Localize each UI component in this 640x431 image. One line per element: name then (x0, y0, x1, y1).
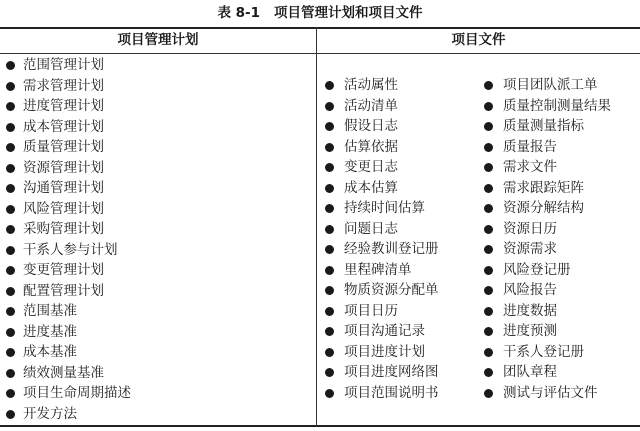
list-item (480, 362, 611, 383)
list-item-text: 进度预测 (503, 323, 557, 339)
table-title: 项目管理计划和项目文件 (274, 5, 423, 21)
list-item-text: 需求文件 (503, 159, 557, 175)
document-list-col1 (321, 75, 439, 403)
list-item (480, 116, 611, 137)
list-item-text: 经验教训登记册 (344, 241, 439, 257)
list-item (480, 342, 611, 363)
list-item (2, 199, 131, 220)
bullet-icon (484, 245, 493, 254)
list-item-text: 项目沟通记录 (344, 323, 425, 339)
bullet-icon (6, 328, 15, 337)
list-item (480, 157, 611, 178)
list-item-text: 资源管理计划 (23, 159, 104, 176)
list-item (321, 342, 439, 363)
list-item (321, 198, 439, 219)
header-project-documents: 项目文件 (451, 32, 506, 48)
list-item (321, 280, 439, 301)
list-item (2, 158, 131, 179)
bullet-icon (484, 143, 493, 152)
list-item-text: 成本管理计划 (23, 118, 104, 135)
bullet-icon (325, 184, 334, 193)
list-item-text: 成本估算 (344, 179, 398, 196)
bullet-icon (325, 286, 334, 295)
list-item-text: 项目团队派工单 (503, 77, 598, 93)
bullet-icon (6, 225, 15, 234)
list-item (321, 96, 439, 117)
list-item (2, 240, 131, 261)
list-item-text: 进度数据 (503, 302, 557, 319)
list-item-text: 质量报告 (503, 138, 557, 155)
list-item (321, 260, 439, 281)
list-item (480, 239, 611, 260)
bullet-icon (484, 81, 493, 90)
bullet-icon (325, 266, 334, 275)
list-item (321, 137, 439, 158)
bullet-icon (325, 122, 334, 131)
list-item (321, 362, 439, 383)
list-item (2, 55, 131, 76)
bullet-icon (325, 307, 334, 316)
list-item-text: 风险管理计划 (23, 200, 104, 217)
bullet-icon (325, 327, 334, 336)
list-item-text: 变更日志 (344, 159, 398, 175)
list-item (2, 404, 131, 425)
list-item (480, 198, 611, 219)
list-item-text: 风险登记册 (503, 261, 571, 278)
list-item-text: 质量管理计划 (23, 139, 104, 155)
list-item (480, 260, 611, 281)
list-item (480, 383, 611, 404)
list-item (2, 363, 131, 384)
bullet-icon (484, 307, 493, 316)
bullet-icon (325, 368, 334, 377)
bullet-icon (325, 163, 334, 172)
bullet-icon (484, 102, 493, 111)
list-item-text: 项目范围说明书 (344, 384, 439, 401)
list-item-text: 采购管理计划 (23, 221, 104, 237)
table-caption (0, 3, 640, 23)
document-list-col2 (480, 75, 611, 403)
bullet-icon (484, 225, 493, 234)
list-item-text: 资源分解结构 (503, 200, 584, 216)
list-item-text: 配置管理计划 (23, 282, 104, 299)
table-bottom-rule (0, 425, 640, 427)
list-item (480, 137, 611, 158)
list-item-text: 活动清单 (344, 97, 398, 114)
list-item (2, 96, 131, 117)
bullet-icon (325, 389, 334, 398)
list-item-text: 进度管理计划 (23, 98, 104, 114)
list-item (2, 219, 131, 240)
list-item-text: 问题日志 (344, 220, 398, 237)
list-item (2, 301, 131, 322)
list-item-text: 变更管理计划 (23, 262, 104, 278)
list-item (2, 178, 131, 199)
list-item-text: 范围管理计划 (23, 57, 104, 73)
list-item (321, 383, 439, 404)
list-item-text: 资源日历 (503, 220, 557, 237)
bullet-icon (325, 102, 334, 111)
list-item-text: 估算依据 (344, 138, 398, 155)
list-item-text: 活动属性 (344, 77, 398, 93)
list-item (2, 76, 131, 97)
list-item (321, 239, 439, 260)
bullet-icon (6, 164, 15, 173)
list-item-text: 风险报告 (503, 282, 557, 298)
bullet-icon (6, 369, 15, 378)
list-item-text: 进度基准 (23, 323, 77, 340)
bullet-icon (484, 348, 493, 357)
bullet-icon (484, 184, 493, 193)
bullet-icon (325, 245, 334, 254)
list-item (321, 178, 439, 199)
list-item-text: 需求管理计划 (23, 77, 104, 94)
list-item-text: 质量控制测量结果 (503, 97, 611, 114)
bullet-icon (6, 389, 15, 398)
list-item-text: 需求跟踪矩阵 (503, 179, 584, 196)
bullet-icon (325, 143, 334, 152)
list-item-text: 干系人登记册 (503, 343, 584, 360)
list-item-text: 持续时间估算 (344, 200, 425, 216)
list-item (2, 342, 131, 363)
list-item-text: 测试与评估文件 (503, 384, 598, 401)
list-item (2, 281, 131, 302)
list-item (321, 321, 439, 342)
list-item (480, 75, 611, 96)
list-item-text: 物质资源分配单 (344, 282, 439, 298)
bullet-icon (6, 287, 15, 296)
bullet-icon (6, 410, 15, 419)
bullet-icon (6, 123, 15, 132)
list-item (2, 260, 131, 281)
table-number: 表 8-1 (217, 5, 261, 21)
list-item (321, 116, 439, 137)
bullet-icon (6, 246, 15, 255)
bullet-icon (484, 204, 493, 213)
list-item (2, 117, 131, 138)
list-item (480, 178, 611, 199)
bullet-icon (484, 368, 493, 377)
list-item-text: 团队章程 (503, 364, 557, 380)
bullet-icon (6, 61, 15, 70)
bullet-icon (484, 122, 493, 131)
list-item (2, 137, 131, 158)
plan-list (2, 55, 131, 424)
list-item (321, 157, 439, 178)
bullet-icon (325, 225, 334, 234)
list-item-text: 项目生命周期描述 (23, 385, 131, 401)
list-item (480, 321, 611, 342)
bullet-icon (6, 102, 15, 111)
list-item-text: 范围基准 (23, 303, 77, 319)
list-item-text: 项目进度网络图 (344, 364, 439, 380)
list-item-text: 里程碑清单 (344, 261, 412, 278)
list-item-text: 资源需求 (503, 241, 557, 257)
list-item-text: 干系人参与计划 (23, 241, 118, 258)
list-item (321, 75, 439, 96)
list-item-text: 成本基准 (23, 344, 77, 360)
list-item (321, 301, 439, 322)
bullet-icon (6, 348, 15, 357)
list-item (480, 280, 611, 301)
bullet-icon (484, 163, 493, 172)
bullet-icon (6, 184, 15, 193)
bullet-icon (484, 266, 493, 275)
list-item (480, 301, 611, 322)
list-item-text: 项目进度计划 (344, 343, 425, 360)
bullet-icon (484, 327, 493, 336)
list-item-text: 质量测量指标 (503, 118, 584, 134)
bullet-icon (6, 205, 15, 214)
bullet-icon (325, 81, 334, 90)
list-item (480, 219, 611, 240)
list-item (2, 383, 131, 404)
list-item (321, 219, 439, 240)
bullet-icon (484, 389, 493, 398)
list-item-text: 项目日历 (344, 302, 398, 319)
list-item-text: 开发方法 (23, 405, 77, 422)
bullet-icon (6, 266, 15, 275)
list-item (480, 96, 611, 117)
bullet-icon (6, 82, 15, 91)
list-item-text: 沟通管理计划 (23, 180, 104, 196)
bullet-icon (484, 286, 493, 295)
list-item-text: 假设日志 (344, 118, 398, 134)
bullet-icon (325, 204, 334, 213)
list-item (2, 322, 131, 343)
bullet-icon (6, 143, 15, 152)
list-item-text: 绩效测量基准 (23, 364, 104, 381)
column-divider (316, 27, 317, 426)
header-project-management-plan: 项目管理计划 (117, 32, 199, 48)
bullet-icon (6, 307, 15, 316)
table-header-rule (0, 53, 640, 54)
bullet-icon (325, 348, 334, 357)
